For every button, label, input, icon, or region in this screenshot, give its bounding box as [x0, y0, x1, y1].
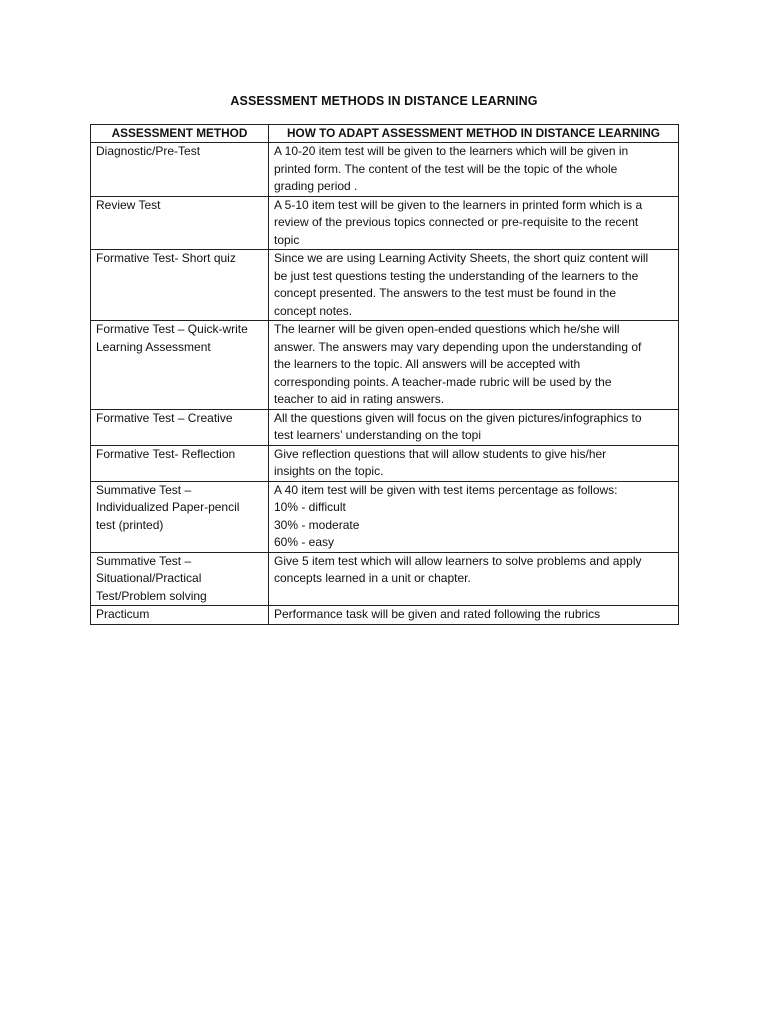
method-line: Formative Test- Reflection	[96, 446, 236, 461]
adaptation-cell	[269, 552, 679, 606]
adaptation-line: The learner will be given open-ended questions which he/she will	[274, 322, 620, 336]
adaptation-line: the learners to the topic. All answers will be accepted with	[274, 357, 581, 371]
adaptation-line: A 10-20 item test will be given to the learners which will be given in	[274, 144, 629, 158]
method-cell	[91, 250, 269, 321]
assessment-methods-table	[90, 124, 679, 625]
document-title: ASSESSMENT METHODS IN DISTANCE LEARNING	[230, 94, 538, 108]
adaptation-line: Performance task will be given and rated following the rubrics	[274, 607, 601, 621]
adaptation-line: teacher to aid in rating answers.	[274, 392, 445, 406]
method-line: test (printed)	[96, 517, 164, 532]
table-row	[91, 481, 679, 552]
adaptation-line: Give 5 item test which will allow learners to solve problems and apply	[274, 553, 642, 568]
method-cell	[91, 445, 269, 481]
table-row	[91, 409, 679, 445]
table-row	[91, 196, 679, 250]
adaptation-line: grading period .	[274, 179, 358, 193]
header-how-to-adapt: HOW TO ADAPT ASSESSMENT METHOD IN DISTANCE LEARNING	[269, 125, 679, 143]
adaptation-line: review of the previous topics connected or pre-requisite to the recent	[274, 215, 639, 229]
adaptation-line: 60% - easy	[274, 535, 335, 549]
method-line: Individualized Paper-pencil	[96, 500, 240, 514]
adaptation-line: Give reflection questions that will allow students to give his/her	[274, 446, 607, 461]
method-line: Situational/Practical	[96, 571, 202, 585]
method-line: Summative Test –	[96, 553, 192, 568]
adaptation-cell	[269, 321, 679, 410]
method-line: Formative Test- Short quiz	[96, 251, 236, 265]
method-line: Diagnostic/Pre-Test	[96, 144, 201, 158]
table-row	[91, 250, 679, 321]
method-cell	[91, 321, 269, 410]
adaptation-cell	[269, 250, 679, 321]
method-line: Test/Problem solving	[96, 588, 207, 603]
method-cell	[91, 196, 269, 250]
method-line: Summative Test –	[96, 482, 192, 497]
adaptation-line: Since we are using Learning Activity Sheets, the short quiz content will	[274, 251, 649, 265]
table-row	[91, 321, 679, 410]
adaptation-cell	[269, 143, 679, 197]
table-header-row	[91, 125, 679, 143]
method-cell	[91, 552, 269, 606]
method-line: Formative Test – Quick-write	[96, 322, 248, 336]
adaptation-line: corresponding points. A teacher-made rubric will be used by the	[274, 374, 612, 389]
adaptation-line: test learners’ understanding on the topi	[274, 428, 482, 442]
adaptation-line: printed form. The content of the test will be the topic of the whole	[274, 161, 618, 176]
adaptation-line: be just test questions testing the understanding of the learners to the	[274, 268, 639, 283]
adaptation-cell	[269, 445, 679, 481]
adaptation-line: concept notes.	[274, 303, 353, 318]
adaptation-line: A 5-10 item test will be given to the learners in printed form which is a	[274, 197, 643, 212]
adaptation-line: answer. The answers may vary depending upon the understanding of	[274, 339, 642, 354]
adaptation-line: concepts learned in a unit or chapter.	[274, 571, 471, 585]
method-line: Formative Test – Creative	[96, 410, 233, 425]
adaptation-line: 10% - difficult	[274, 500, 346, 514]
table-row	[91, 552, 679, 606]
table-row	[91, 445, 679, 481]
table-row	[91, 143, 679, 197]
adaptation-line: insights on the topic.	[274, 464, 384, 478]
method-cell	[91, 409, 269, 445]
table-row	[91, 606, 679, 625]
adaptation-cell	[269, 409, 679, 445]
adaptation-cell	[269, 606, 679, 625]
adaptation-cell	[269, 481, 679, 552]
adaptation-line: All the questions given will focus on the given pictures/infographics to	[274, 410, 642, 425]
adaptation-line: 30% - moderate	[274, 517, 360, 532]
adaptation-line: A 40 item test will be given with test items percentage as follows:	[274, 482, 618, 497]
adaptation-cell	[269, 196, 679, 250]
method-cell	[91, 606, 269, 625]
adaptation-line: concept presented. The answers to the test must be found in the	[274, 286, 616, 300]
method-line: Learning Assessment	[96, 339, 211, 354]
method-line: Practicum	[96, 607, 150, 621]
method-cell	[91, 481, 269, 552]
method-line: Review Test	[96, 197, 161, 212]
header-assessment-method: ASSESSMENT METHOD	[91, 125, 269, 143]
adaptation-line: topic	[274, 232, 300, 247]
method-cell	[91, 143, 269, 197]
